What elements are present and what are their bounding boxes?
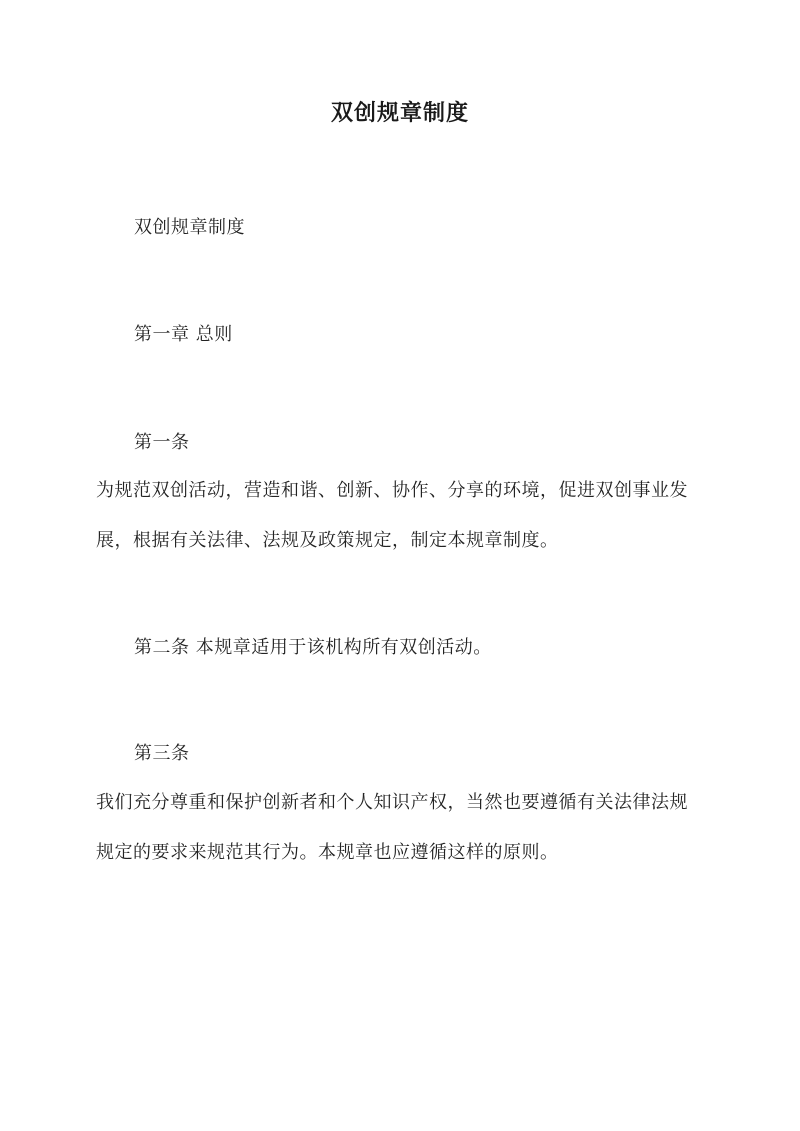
document-title: 双创规章制度 (330, 100, 469, 126)
article-1-text-line-2: 展，根据有关法律、法规及政策规定，制定本规章制度。 (96, 530, 559, 551)
article-3-text-line-1: 我们充分尊重和保护创新者和个人知识产权，当然也要遵循有关法律法规 (96, 792, 688, 813)
article-3-text-line-2: 规定的要求来规范其行为。本规章也应遵循这样的原则。 (96, 842, 559, 863)
article-1-text-line-1: 为规范双创活动，营造和谐、创新、协作、分享的环境，促进双创事业发 (96, 480, 688, 501)
article-1-heading: 第一条 (134, 432, 190, 453)
document-subtitle: 双创规章制度 (134, 217, 245, 238)
article-3-heading: 第三条 (134, 743, 190, 764)
article-2: 第二条 本规章适用于该机构所有双创活动。 (134, 637, 492, 658)
chapter-heading: 第一章 总则 (134, 324, 233, 345)
